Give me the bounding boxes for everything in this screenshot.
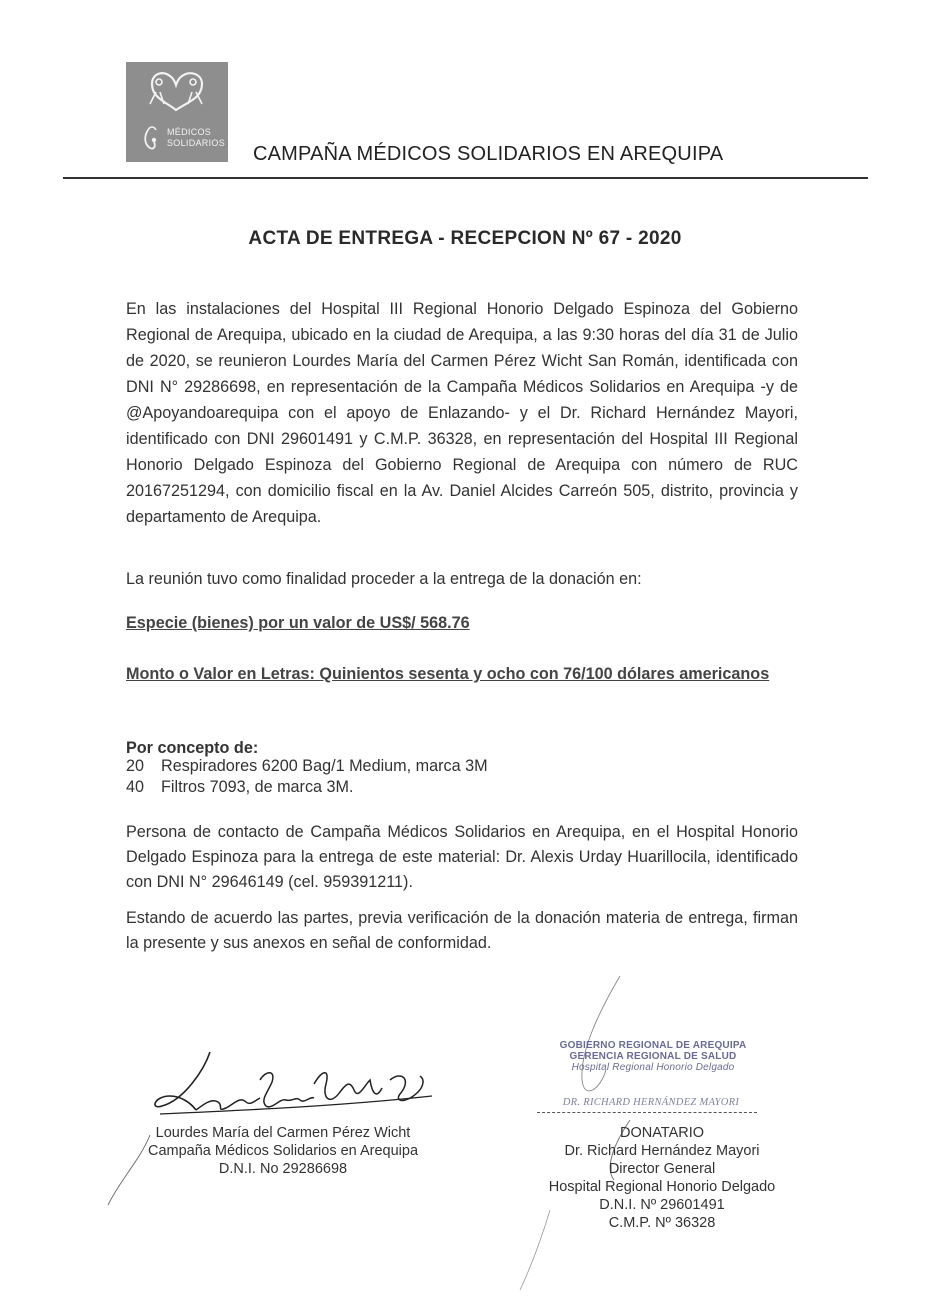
list-item	[126, 756, 488, 777]
logo-line1: MÉDICOS	[167, 127, 212, 137]
donation-amount-words: Monto o Valor en Letras: Quinientos sesenta y ocho con 76/100 dólares americanos	[126, 665, 770, 683]
organization-title: CAMPAÑA MÉDICOS SOLIDARIOS EN AREQUIPA	[253, 143, 724, 165]
signer-cmp: C.M.P. Nº 36328	[608, 1215, 716, 1231]
donation-value: Especie (bienes) por un valor de US$/ 568.76	[126, 614, 470, 632]
signer-institution: Hospital Regional Honorio Delgado	[548, 1179, 776, 1195]
item-description: Filtros 7093, de marca 3M.	[161, 778, 354, 796]
stamp-line3: Hospital Regional Honorio Delgado	[571, 1062, 735, 1073]
logo	[126, 62, 228, 162]
paragraph-intro: En las instalaciones del Hospital III Regional Honorio Delgado Espinoza del Gobierno Regional de Arequipa, ubicado en la ciudad de Arequipa, a las 9:30 horas del día 31 de Julio de 2020, se reunieron Lourdes María del Carmen Pérez Wicht San Román, identificada con DNI N° 29286698, en representación de la Campaña Médicos Solidarios en Arequipa -y de @Apoyandoarequipa con el apoyo de Enlazando- y el Dr. Richard Hernández Mayori, identificado con DNI 29601491 y C.M.P. 36328, en representación del Hospital III Regional Honorio Delgado Espinoza del Gobierno Regional de Arequipa con número de RUC 20167251294, con domicilio fiscal en la Av. Daniel Alcides Carreón 505, distrito, provincia y departamento de Arequipa.	[126, 300, 798, 526]
signer-org: Campaña Médicos Solidarios en Arequipa	[147, 1143, 419, 1159]
stamp-line2: GERENCIA REGIONAL DE SALUD	[569, 1051, 737, 1062]
signature-block-left	[128, 1124, 438, 1178]
signature-block-right	[512, 1124, 812, 1232]
signer-name: Dr. Richard Hernández Mayori	[564, 1143, 760, 1159]
document-title: ACTA DE ENTREGA - RECEPCION Nº 67 - 2020	[248, 228, 682, 249]
official-stamp	[548, 1040, 758, 1073]
header-divider	[63, 177, 868, 179]
signer-dni: D.N.I. No 29286698	[218, 1161, 348, 1177]
signer-role: DONATARIO	[619, 1125, 705, 1141]
paragraph-purpose: La reunión tuvo como finalidad proceder a la entrega de la donación en:	[126, 570, 642, 588]
list-item	[126, 777, 488, 798]
item-qty: 20	[126, 757, 145, 775]
item-description: Respiradores 6200 Bag/1 Medium, marca 3M	[161, 757, 488, 775]
logo-text	[167, 127, 225, 149]
stamp-signer-name: DR. RICHARD HERNÁNDEZ MAYORI	[562, 1097, 740, 1108]
stamp-line1: GOBIERNO REGIONAL DE AREQUIPA	[559, 1040, 747, 1051]
item-qty: 40	[126, 778, 145, 796]
signature-line	[537, 1112, 757, 1114]
signer-position: Director General	[608, 1161, 716, 1177]
paragraph-agreement: Estando de acuerdo las partes, previa verificación de la donación materia de entrega, firman la presente y sus anexos en señal de conformidad.	[126, 909, 798, 952]
signer-name: Lourdes María del Carmen Pérez Wicht	[155, 1125, 411, 1141]
signer-dni: D.N.I. Nº 29601491	[599, 1197, 725, 1213]
logo-line2: SOLIDARIOS	[167, 138, 226, 148]
items-list	[126, 756, 488, 798]
concepto-label: Por concepto de:	[126, 739, 259, 757]
paragraph-contact: Persona de contacto de Campaña Médicos Solidarios en Arequipa, en el Hospital Honorio Delgado Espinoza para la entrega de este material: Dr. Alexis Urday Huarillocila, identificado con DNI N° 29646149 (cel. 959391211).	[126, 823, 798, 891]
